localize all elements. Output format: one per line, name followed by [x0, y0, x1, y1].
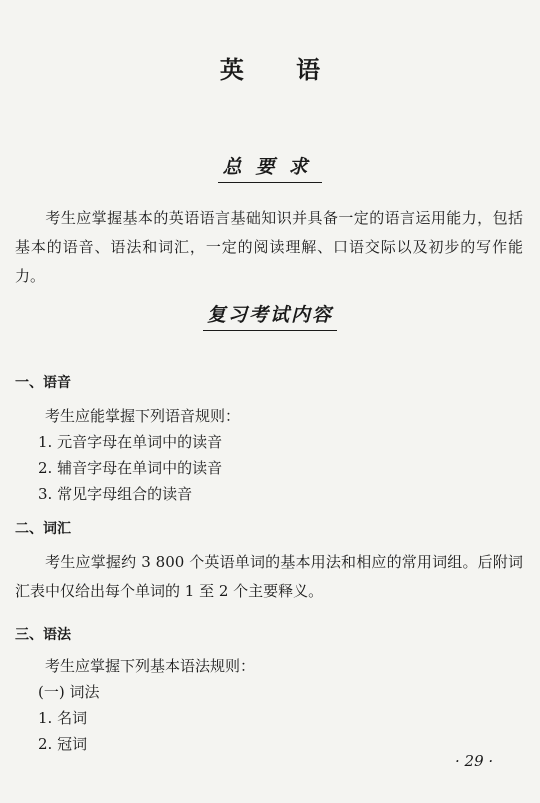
phonetics-intro: 考生应能掌握下列语音规则： — [45, 407, 241, 425]
phonetics-item-3: 3. 常见字母组合的读音 — [38, 485, 193, 503]
grammar-intro: 考生应掌握下列基本语法规则： — [45, 657, 256, 675]
vocabulary-title: 二、词汇 — [15, 521, 71, 537]
vocabulary-paragraph: 考生应掌握约 3 800 个英语单词的基本用法和相应的常用词组。后附词汇表中仅给出每个单词的 1 至 2 个主要释义。 — [15, 553, 523, 600]
phonetics-item-1: 1. 元音字母在单词中的读音 — [38, 433, 223, 451]
grammar-item-1: 1. 名词 — [38, 709, 88, 727]
grammar-subtitle: (一) 词法 — [38, 683, 100, 701]
page-number: · 29 · — [455, 752, 494, 770]
grammar-title: 三、语法 — [15, 627, 71, 643]
review-content-heading: 复习考试内容 — [0, 300, 540, 331]
grammar-item-2: 2. 冠词 — [38, 735, 88, 753]
general-requirements-paragraph: 考生应掌握基本的英语语言基础知识并具备一定的语言运用能力，包括基本的语音、语法和词汇，一定的阅读理解、口语交际以及初步的写作能力。 — [15, 209, 523, 285]
phonetics-item-2: 2. 辅音字母在单词中的读音 — [38, 459, 223, 477]
page-title: 英 语 — [219, 56, 343, 84]
general-requirements-heading: 总要求 — [0, 152, 540, 183]
phonetics-title: 一、语音 — [15, 375, 71, 391]
